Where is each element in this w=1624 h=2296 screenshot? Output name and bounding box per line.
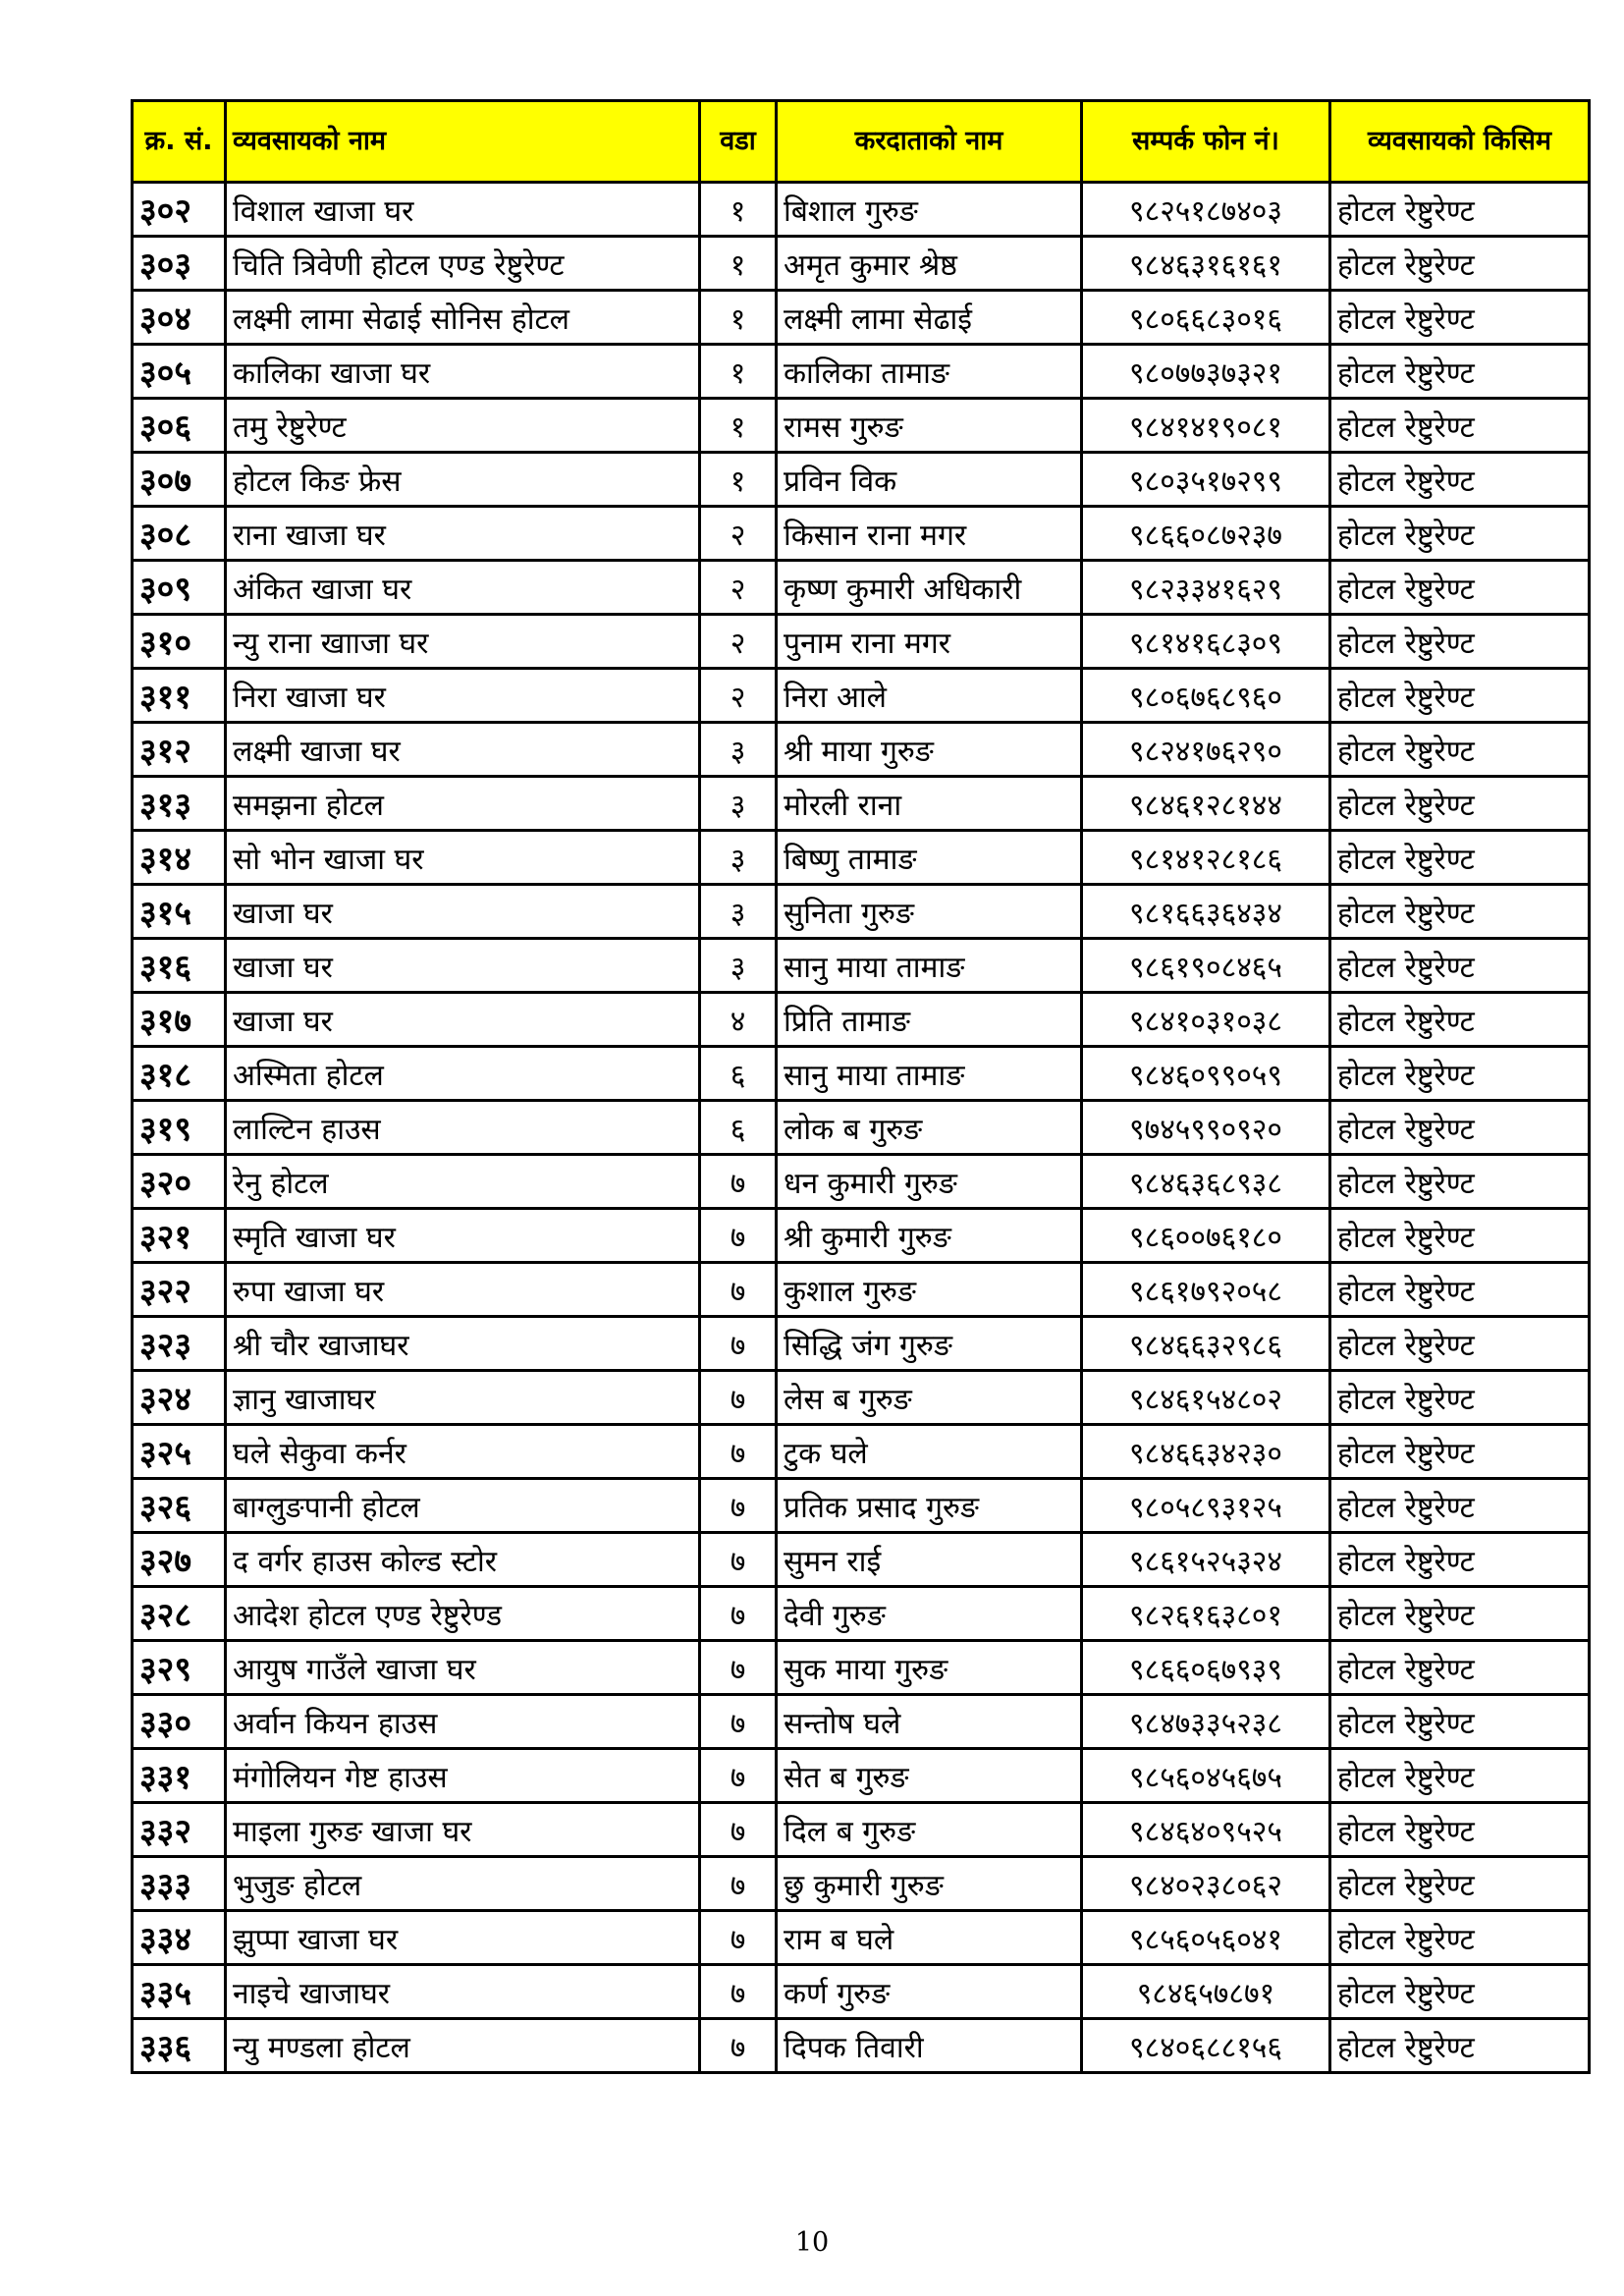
business-type-cell: होटल रेष्टुरेण्ट — [1330, 885, 1590, 939]
business-type-cell: होटल रेष्टुरेण्ट — [1330, 831, 1590, 885]
business-name-cell: राना खाजा घर — [226, 507, 700, 561]
business-type-cell: होटल रेष्टुरेण्ट — [1330, 1155, 1590, 1209]
serial-number-cell: ३१६ — [133, 939, 226, 993]
business-type-cell: होटल रेष्टुरेण्ट — [1330, 345, 1590, 399]
ward-cell: ३ — [700, 939, 777, 993]
serial-number-cell: ३१९ — [133, 1101, 226, 1155]
serial-number-cell: ३३४ — [133, 1911, 226, 1965]
header-business-name: व्यवसायको नाम — [226, 101, 700, 183]
business-name-cell: लक्ष्मी लामा सेढाई सोनिस होटल — [226, 291, 700, 345]
taxpayer-name-cell: सेत ब गुरुङ — [777, 1749, 1082, 1803]
business-name-cell: समझना होटल — [226, 777, 700, 831]
business-type-cell: होटल रेष्टुरेण्ट — [1330, 399, 1590, 453]
phone-cell: ९८२४१७६२९० — [1082, 723, 1330, 777]
ward-cell: ७ — [700, 1209, 777, 1263]
header-business-type: व्यवसायको किसिम — [1330, 101, 1590, 183]
serial-number-cell: ३३५ — [133, 1965, 226, 2019]
table-row — [133, 1317, 1590, 1371]
taxpayer-name-cell: निरा आले — [777, 669, 1082, 723]
table-row — [133, 669, 1590, 723]
serial-number-cell: ३१५ — [133, 885, 226, 939]
table-header-row — [133, 101, 1590, 183]
serial-number-cell: ३०६ — [133, 399, 226, 453]
taxpayer-name-cell: कुशाल गुरुङ — [777, 1263, 1082, 1317]
business-name-cell: अस्मिता होटल — [226, 1047, 700, 1101]
ward-cell: ७ — [700, 1803, 777, 1857]
taxpayer-name-cell: कृष्ण कुमारी अधिकारी — [777, 561, 1082, 615]
business-name-cell: कालिका खाजा घर — [226, 345, 700, 399]
business-name-cell: खाजा घर — [226, 885, 700, 939]
phone-cell: ९८५६०५६०४१ — [1082, 1911, 1330, 1965]
taxpayer-name-cell: लोक ब गुरुङ — [777, 1101, 1082, 1155]
table-row — [133, 993, 1590, 1047]
business-type-cell: होटल रेष्टुरेण्ट — [1330, 1695, 1590, 1749]
business-name-cell: खाजा घर — [226, 939, 700, 993]
business-name-cell: स्मृति खाजा घर — [226, 1209, 700, 1263]
taxpayer-name-cell: श्री माया गुरुङ — [777, 723, 1082, 777]
taxpayer-name-cell: बिष्णु तामाङ — [777, 831, 1082, 885]
ward-cell: ७ — [700, 1317, 777, 1371]
phone-cell: ९८४०६८८१५६ — [1082, 2019, 1330, 2073]
business-name-cell: निरा खाजा घर — [226, 669, 700, 723]
phone-cell: ९८१६६३६४३४ — [1082, 885, 1330, 939]
phone-cell: ९८६१७९२०५८ — [1082, 1263, 1330, 1317]
phone-cell: ९८४७३३५२३८ — [1082, 1695, 1330, 1749]
taxpayer-name-cell: सानु माया तामाङ — [777, 1047, 1082, 1101]
table-row — [133, 1155, 1590, 1209]
business-type-cell: होटल रेष्टुरेण्ट — [1330, 2019, 1590, 2073]
header-phone: सम्पर्क फोन नं। — [1082, 101, 1330, 183]
table-row — [133, 561, 1590, 615]
table-row — [133, 1695, 1590, 1749]
serial-number-cell: ३२६ — [133, 1479, 226, 1533]
business-name-cell: मंगोलियन गेष्ट हाउस — [226, 1749, 700, 1803]
business-type-cell: होटल रेष्टुरेण्ट — [1330, 237, 1590, 291]
business-type-cell: होटल रेष्टुरेण्ट — [1330, 1749, 1590, 1803]
ward-cell: ७ — [700, 1857, 777, 1911]
serial-number-cell: ३२९ — [133, 1641, 226, 1695]
business-name-cell: श्री चौर खाजाघर — [226, 1317, 700, 1371]
business-type-cell: होटल रेष्टुरेण्ट — [1330, 1479, 1590, 1533]
phone-cell: ९८०६७६८९६० — [1082, 669, 1330, 723]
taxpayer-name-cell: छु कुमारी गुरुङ — [777, 1857, 1082, 1911]
ward-cell: २ — [700, 507, 777, 561]
phone-cell: ९८२६१६३८०१ — [1082, 1587, 1330, 1641]
table-row — [133, 1263, 1590, 1317]
serial-number-cell: ३२४ — [133, 1371, 226, 1425]
business-name-cell: न्यु राना खााजा घर — [226, 615, 700, 669]
business-type-cell: होटल रेष्टुरेण्ट — [1330, 939, 1590, 993]
serial-number-cell: ३१४ — [133, 831, 226, 885]
business-name-cell: विशाल खाजा घर — [226, 183, 700, 237]
serial-number-cell: ३३० — [133, 1695, 226, 1749]
business-type-cell: होटल रेष्टुरेण्ट — [1330, 1263, 1590, 1317]
table-row — [133, 1047, 1590, 1101]
taxpayer-name-cell: प्रिति तामाङ — [777, 993, 1082, 1047]
business-type-cell: होटल रेष्टुरेण्ट — [1330, 1587, 1590, 1641]
taxpayer-name-cell: प्रतिक प्रसाद गुरुङ — [777, 1479, 1082, 1533]
serial-number-cell: ३२३ — [133, 1317, 226, 1371]
serial-number-cell: ३०५ — [133, 345, 226, 399]
phone-cell: ९८६१९०८४६५ — [1082, 939, 1330, 993]
taxpayer-name-cell: किसान राना मगर — [777, 507, 1082, 561]
ward-cell: ७ — [700, 1371, 777, 1425]
ward-cell: ४ — [700, 993, 777, 1047]
table-row — [133, 885, 1590, 939]
serial-number-cell: ३३६ — [133, 2019, 226, 2073]
ward-cell: ७ — [700, 1641, 777, 1695]
phone-cell: ९८६१५२५३२४ — [1082, 1533, 1330, 1587]
business-name-cell: अर्वान कियन हाउस — [226, 1695, 700, 1749]
phone-cell: ९८०७७३७३२१ — [1082, 345, 1330, 399]
business-name-cell: खाजा घर — [226, 993, 700, 1047]
business-type-cell: होटल रेष्टुरेण्ट — [1330, 507, 1590, 561]
phone-cell: ९८६००७६१८० — [1082, 1209, 1330, 1263]
ward-cell: ७ — [700, 1155, 777, 1209]
table-row — [133, 1587, 1590, 1641]
serial-number-cell: ३३२ — [133, 1803, 226, 1857]
table-row — [133, 399, 1590, 453]
business-name-cell: न्यु मण्डला होटल — [226, 2019, 700, 2073]
ward-cell: १ — [700, 291, 777, 345]
table-row — [133, 1965, 1590, 2019]
header-taxpayer-name: करदाताको नाम — [777, 101, 1082, 183]
taxpayer-name-cell: सिद्धि जंग गुरुङ — [777, 1317, 1082, 1371]
business-type-cell: होटल रेष्टुरेण्ट — [1330, 993, 1590, 1047]
ward-cell: २ — [700, 669, 777, 723]
table-row — [133, 939, 1590, 993]
business-name-cell: बाग्लुङपानी होटल — [226, 1479, 700, 1533]
business-type-cell: होटल रेष्टुरेण्ट — [1330, 723, 1590, 777]
taxpayer-name-cell: सुनिता गुरुङ — [777, 885, 1082, 939]
serial-number-cell: ३३३ — [133, 1857, 226, 1911]
business-type-cell: होटल रेष्टुरेण्ट — [1330, 615, 1590, 669]
table-row — [133, 1911, 1590, 1965]
business-type-cell: होटल रेष्टुरेण्ट — [1330, 1371, 1590, 1425]
business-name-cell: रुपा खाजा घर — [226, 1263, 700, 1317]
serial-number-cell: ३१७ — [133, 993, 226, 1047]
serial-number-cell: ३११ — [133, 669, 226, 723]
business-name-cell: झुप्पा खाजा घर — [226, 1911, 700, 1965]
ward-cell: ७ — [700, 1479, 777, 1533]
ward-cell: ७ — [700, 1695, 777, 1749]
business-type-cell: होटल रेष्टुरेण्ट — [1330, 1533, 1590, 1587]
header-ward: वडा — [700, 101, 777, 183]
table-row — [133, 777, 1590, 831]
table-row — [133, 183, 1590, 237]
business-name-cell: भुजुङ होटल — [226, 1857, 700, 1911]
table-row — [133, 2019, 1590, 2073]
business-name-cell: लाल्टिन हाउस — [226, 1101, 700, 1155]
phone-cell: ९८६६०६७९३९ — [1082, 1641, 1330, 1695]
serial-number-cell: ३२७ — [133, 1533, 226, 1587]
business-type-cell: होटल रेष्टुरेण्ट — [1330, 777, 1590, 831]
phone-cell: ९८४६३६८९३८ — [1082, 1155, 1330, 1209]
taxpayer-name-cell: श्री कुमारी गुरुङ — [777, 1209, 1082, 1263]
taxpayer-name-cell: टुक घले — [777, 1425, 1082, 1479]
ward-cell: ३ — [700, 831, 777, 885]
phone-cell: ९८४६६३२९८६ — [1082, 1317, 1330, 1371]
ward-cell: ६ — [700, 1047, 777, 1101]
ward-cell: २ — [700, 615, 777, 669]
phone-cell: ९८४०२३८०६२ — [1082, 1857, 1330, 1911]
business-type-cell: होटल रेष्टुरेण्ट — [1330, 1209, 1590, 1263]
taxpayer-name-cell: मोरली राना — [777, 777, 1082, 831]
business-name-cell: रेनु होटल — [226, 1155, 700, 1209]
phone-cell: ९८५६०४५६७५ — [1082, 1749, 1330, 1803]
business-type-cell: होटल रेष्टुरेण्ट — [1330, 561, 1590, 615]
serial-number-cell: ३२२ — [133, 1263, 226, 1317]
taxpayer-name-cell: अमृत कुमार श्रेष्ठ — [777, 237, 1082, 291]
phone-cell: ९८२५१८७४०३ — [1082, 183, 1330, 237]
table-row — [133, 1371, 1590, 1425]
table-row — [133, 1209, 1590, 1263]
serial-number-cell: ३०७ — [133, 453, 226, 507]
ward-cell: १ — [700, 345, 777, 399]
taxpayer-name-cell: बिशाल गुरुङ — [777, 183, 1082, 237]
header-sn: क्र. सं. — [133, 101, 226, 183]
serial-number-cell: ३३१ — [133, 1749, 226, 1803]
business-name-cell: तमु रेष्टुरेण्ट — [226, 399, 700, 453]
ward-cell: १ — [700, 183, 777, 237]
phone-cell: ९८४६१२८१४४ — [1082, 777, 1330, 831]
serial-number-cell: ३०९ — [133, 561, 226, 615]
serial-number-cell: ३०८ — [133, 507, 226, 561]
ward-cell: ७ — [700, 1911, 777, 1965]
serial-number-cell: ३१८ — [133, 1047, 226, 1101]
table-row — [133, 615, 1590, 669]
phone-cell: ९८०५८९३१२५ — [1082, 1479, 1330, 1533]
ward-cell: ७ — [700, 1425, 777, 1479]
serial-number-cell: ३०२ — [133, 183, 226, 237]
ward-cell: ३ — [700, 723, 777, 777]
phone-cell: ९८६६०८७२३७ — [1082, 507, 1330, 561]
business-name-cell: चिति त्रिवेणी होटल एण्ड रेष्टुरेण्ट — [226, 237, 700, 291]
ward-cell: ७ — [700, 1749, 777, 1803]
phone-cell: ९८४१०३१०३८ — [1082, 993, 1330, 1047]
phone-cell: ९८४६४०९५२५ — [1082, 1803, 1330, 1857]
taxpayer-name-cell: सन्तोष घले — [777, 1695, 1082, 1749]
business-name-cell: आयुष गाउँले खाजा घर — [226, 1641, 700, 1695]
ward-cell: ७ — [700, 1533, 777, 1587]
phone-cell: ९८२३३४१६२९ — [1082, 561, 1330, 615]
business-type-cell: होटल रेष्टुरेण्ट — [1330, 1857, 1590, 1911]
taxpayer-name-cell: लेस ब गुरुङ — [777, 1371, 1082, 1425]
table-row — [133, 1533, 1590, 1587]
table-row — [133, 723, 1590, 777]
table-row — [133, 453, 1590, 507]
table-row — [133, 1641, 1590, 1695]
phone-cell: ९८०६६८३०१६ — [1082, 291, 1330, 345]
business-name-cell: सो भोन खाजा घर — [226, 831, 700, 885]
ward-cell: ७ — [700, 1587, 777, 1641]
phone-cell: ९७४५९९०९२० — [1082, 1101, 1330, 1155]
phone-cell: ९८१४१६८३०९ — [1082, 615, 1330, 669]
phone-cell: ९८४६०९९०५९ — [1082, 1047, 1330, 1101]
taxpayer-name-cell: सुक माया गुरुङ — [777, 1641, 1082, 1695]
phone-cell: ९८४६५७८७१ — [1082, 1965, 1330, 2019]
table-row — [133, 1857, 1590, 1911]
table-body — [133, 183, 1590, 2073]
business-name-cell: होटल किङ फ्रेस — [226, 453, 700, 507]
business-name-cell: द वर्गर हाउस कोल्ड स्टोर — [226, 1533, 700, 1587]
business-name-cell: आदेश होटल एण्ड रेष्टुरेण्ड — [226, 1587, 700, 1641]
business-name-cell: नाइचे खाजाघर — [226, 1965, 700, 2019]
taxpayer-name-cell: प्रविन विक — [777, 453, 1082, 507]
serial-number-cell: ३२० — [133, 1155, 226, 1209]
table-row — [133, 237, 1590, 291]
phone-cell: ९८४६६३४२३० — [1082, 1425, 1330, 1479]
business-type-cell: होटल रेष्टुरेण्ट — [1330, 1317, 1590, 1371]
table-row — [133, 291, 1590, 345]
table-row — [133, 1425, 1590, 1479]
serial-number-cell: ३०४ — [133, 291, 226, 345]
taxpayer-name-cell: पुनाम राना मगर — [777, 615, 1082, 669]
ward-cell: ७ — [700, 1263, 777, 1317]
table-row — [133, 1749, 1590, 1803]
serial-number-cell: ३१३ — [133, 777, 226, 831]
business-type-cell: होटल रेष्टुरेण्ट — [1330, 1047, 1590, 1101]
business-type-cell: होटल रेष्टुरेण्ट — [1330, 1911, 1590, 1965]
serial-number-cell: ३१० — [133, 615, 226, 669]
taxpayer-name-cell: राम ब घले — [777, 1911, 1082, 1965]
business-name-cell: घले सेकुवा कर्नर — [226, 1425, 700, 1479]
business-name-cell: ज्ञानु खाजाघर — [226, 1371, 700, 1425]
ward-cell: १ — [700, 237, 777, 291]
business-type-cell: होटल रेष्टुरेण्ट — [1330, 669, 1590, 723]
taxpayer-name-cell: कर्ण गुरुङ — [777, 1965, 1082, 2019]
phone-cell: ९८४१४१९०८१ — [1082, 399, 1330, 453]
table-row — [133, 831, 1590, 885]
phone-cell: ९८४६१५४८०२ — [1082, 1371, 1330, 1425]
business-name-cell: लक्ष्मी खाजा घर — [226, 723, 700, 777]
taxpayer-name-cell: देवी गुरुङ — [777, 1587, 1082, 1641]
business-type-cell: होटल रेष्टुरेण्ट — [1330, 1965, 1590, 2019]
table-row — [133, 345, 1590, 399]
table-row — [133, 507, 1590, 561]
taxpayer-name-cell: लक्ष्मी लामा सेढाई — [777, 291, 1082, 345]
serial-number-cell: ३२१ — [133, 1209, 226, 1263]
phone-cell: ९८०३५१७२९९ — [1082, 453, 1330, 507]
business-type-cell: होटल रेष्टुरेण्ट — [1330, 1425, 1590, 1479]
business-register-table — [131, 99, 1591, 2074]
taxpayer-name-cell: धन कुमारी गुरुङ — [777, 1155, 1082, 1209]
ward-cell: ३ — [700, 885, 777, 939]
ward-cell: ३ — [700, 777, 777, 831]
table-row — [133, 1803, 1590, 1857]
business-type-cell: होटल रेष्टुरेण्ट — [1330, 183, 1590, 237]
business-name-cell: अंकित खाजा घर — [226, 561, 700, 615]
ward-cell: ७ — [700, 2019, 777, 2073]
table-row — [133, 1479, 1590, 1533]
business-type-cell: होटल रेष्टुरेण्ट — [1330, 291, 1590, 345]
business-type-cell: होटल रेष्टुरेण्ट — [1330, 1803, 1590, 1857]
page-number: 10 — [794, 2227, 830, 2258]
business-type-cell: होटल रेष्टुरेण्ट — [1330, 453, 1590, 507]
business-type-cell: होटल रेष्टुरेण्ट — [1330, 1641, 1590, 1695]
serial-number-cell: ३२५ — [133, 1425, 226, 1479]
table-row — [133, 1101, 1590, 1155]
taxpayer-name-cell: सानु माया तामाङ — [777, 939, 1082, 993]
taxpayer-name-cell: कालिका तामाङ — [777, 345, 1082, 399]
ward-cell: १ — [700, 453, 777, 507]
ward-cell: २ — [700, 561, 777, 615]
serial-number-cell: ३१२ — [133, 723, 226, 777]
taxpayer-name-cell: दिपक तिवारी — [777, 2019, 1082, 2073]
business-type-cell: होटल रेष्टुरेण्ट — [1330, 1101, 1590, 1155]
serial-number-cell: ३०३ — [133, 237, 226, 291]
taxpayer-name-cell: दिल ब गुरुङ — [777, 1803, 1082, 1857]
business-name-cell: माइला गुरुङ खाजा घर — [226, 1803, 700, 1857]
ward-cell: ७ — [700, 1965, 777, 2019]
serial-number-cell: ३२८ — [133, 1587, 226, 1641]
taxpayer-name-cell: सुमन राई — [777, 1533, 1082, 1587]
ward-cell: ६ — [700, 1101, 777, 1155]
phone-cell: ९८१४१२८१८६ — [1082, 831, 1330, 885]
ward-cell: १ — [700, 399, 777, 453]
phone-cell: ९८४६३१६१६१ — [1082, 237, 1330, 291]
taxpayer-name-cell: रामस गुरुङ — [777, 399, 1082, 453]
